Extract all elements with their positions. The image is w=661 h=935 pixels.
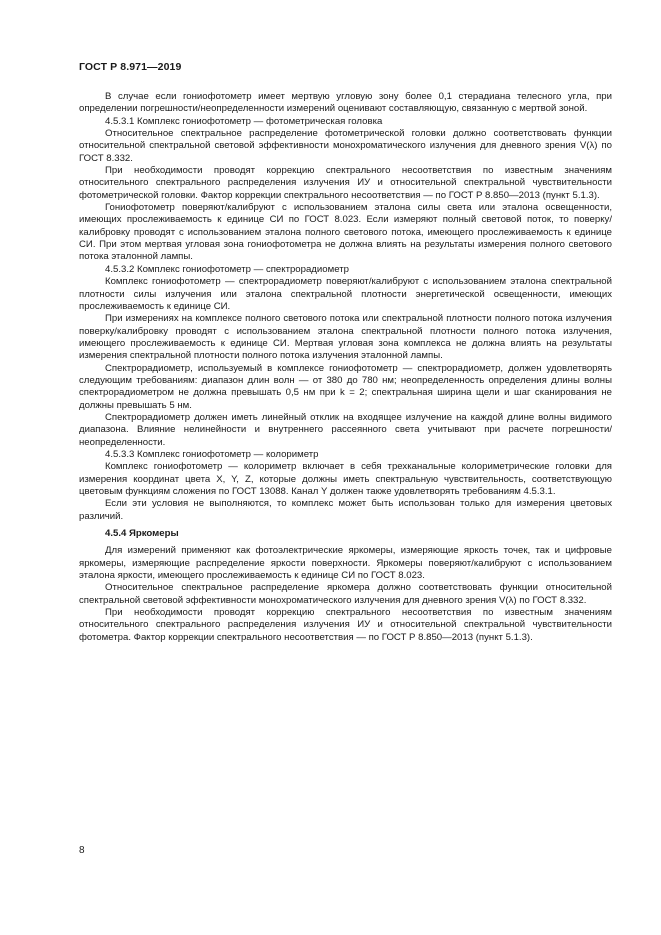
paragraph-luminance-distribution: Относительное спектральное распределение яркомера должно соответствовать функции относительной спектральной световой эффективности монохроматического излучения для дневного зрения V(λ) по ГОСТ 8.332. — [79, 582, 612, 606]
paragraph-color-differences: Если эти условия не выполняются, то комплекс может быть использован только для измерения цветовых различий. — [79, 498, 612, 522]
paragraph-relative-distribution: Относительное спектральное распределение фотометрической головки должно соответствовать функции относительной спектральной световой эффективности монохроматического излучения для дневного зрения V(λ) по ГОСТ 8.332. — [79, 128, 612, 164]
paragraph-luminance-correction: При необходимости проводят коррекцию спектрального несоответствия по известным значениям относительного спектрального распределения излучения ИУ и относительной спектральной чувствительности фотометра. Фактор коррекции спектрального несоответствия — по ГОСТ Р 8.850—2013 (пункт 5.1.3). — [79, 607, 612, 643]
paragraph-luminance-meters: Для измерений применяют как фотоэлектрические яркомеры, измеряющие яркость точек, так и цифровые яркомеры, измеряющие распределение яркости поверхности. Яркомеры поверяют/калибруют с использованием эталона яркости, имеющего прослеживаемость к единице СИ по ГОСТ 8.023. — [79, 545, 612, 582]
subsection-heading-4-5-3-3: 4.5.3.3 Комплекс гониофотометр — колориметр — [105, 448, 319, 460]
paragraph-total-flux: При измерениях на комплексе полного светового потока или спектральной плотности полного потока излучения поверку/калибровку проводят с использованием эталона спектральной плотности полного потока излучения, имеющего прослеживаемость к единице СИ. Мертвая угловая зона комплекса не должна влиять на результаты измерения спектральной плотности полного потока излучения эталонной лампы. — [79, 313, 612, 362]
paragraph-colorimeter: Комплекс гониофотометр — колориметр включает в себя трехканальные колориметрические головки для измерения координат цвета X, Y, Z, которые должны иметь спектральную чувствительность, соответствующую цветовым функциям сложения по ГОСТ 13088. Канал Y должен также удовлетворять требованиям 4.5.3.1. — [79, 461, 612, 497]
subsection-heading-4-5-3-1: 4.5.3.1 Комплекс гониофотометр — фотометрическая головка — [105, 115, 383, 127]
paragraph-spectral-correction: При необходимости проводят коррекцию спектрального несоответствия по известным значениям относительного спектрального распределения излучения ИУ и относительной спектральной чувствительности фотометрической головки. Фактор коррекции спектрального несоответствия — по ГОСТ Р 8.850—2013 (пункт 5.1.3). — [79, 165, 612, 201]
section-heading-4-5-4: 4.5.4 Яркомеры — [105, 528, 179, 540]
page-number: 8 — [79, 845, 85, 856]
document-body — [79, 91, 612, 644]
paragraph-linearity: Спектрорадиометр должен иметь линейный отклик на входящее излучение на каждой длине волны видимого диапазона. Влияние нелинейности и внутреннего рассеянного света учитывают при расчете погрешности/неопределенности. — [79, 411, 612, 448]
subsection-heading-4-5-3-2: 4.5.3.2 Комплекс гониофотометр — спектрорадиометр — [105, 263, 349, 275]
paragraph-spectroradiometer-requirements: Спектрорадиометр, используемый в комплексе гониофотометр — спектрорадиометр, должен удовлетворять следующим требованиям: диапазон длин волн — от 380 до 780 нм; неопределенность определения длины волны спектрорадиометром не должна превышать 0,5 нм при k = 2; спектральная ширина щели и шаг сканирования не должны превышать 5 нм. — [79, 362, 612, 411]
paragraph-calibration: Гониофотометр поверяют/калибруют с использованием эталона силы света или эталона освещенности, имеющих прослеживаемость к единице СИ по ГОСТ 8.023. Если измеряют полный световой поток, то поверку/калибровку проводят с использованием эталона полного светового потока, имеющего прослеживаемость к единице СИ. При этом мертвая угловая зона гониофотометра не должна влиять на результаты измерения полного светового потока эталонной лампы. — [79, 202, 612, 263]
document-header: ГОСТ Р 8.971—2019 — [79, 61, 182, 73]
paragraph-spectroradiometer-calibration: Комплекс гониофотометр — спектрорадиометр поверяют/калибруют с использованием эталона спектральной плотности силы излучения или эталона спектральной плотности энергетической освещенности, имеющих прослеживаемость к единице СИ. — [79, 276, 612, 312]
paragraph-dead-zone: В случае если гониофотометр имеет мертвую угловую зону более 0,1 стерадиана телесного угла, при определении погрешности/неопределенности измерений оценивают составляющую, связанную с мертвой зоной. — [79, 91, 612, 115]
